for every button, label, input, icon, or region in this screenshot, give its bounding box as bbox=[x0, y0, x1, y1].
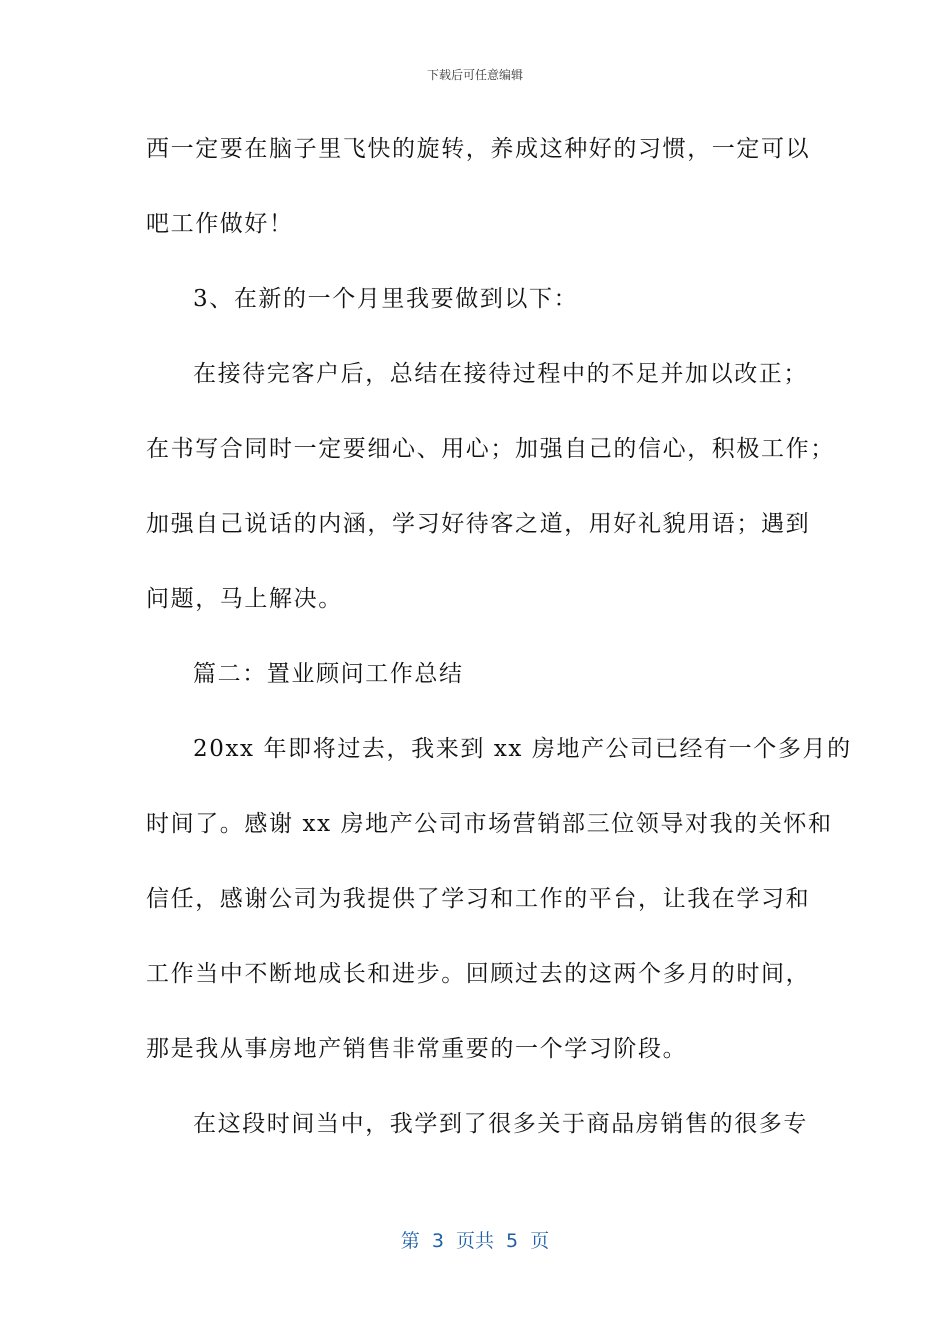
body-line: 在接待完客户后，总结在接待过程中的不足并加以改正； bbox=[193, 361, 808, 387]
body-line: 时间了。感谢 xx 房地产公司市场营销部三位领导对我的关怀和 bbox=[146, 811, 833, 837]
footer-total-pages: 5 bbox=[506, 1230, 519, 1252]
body-line: 信任，感谢公司为我提供了学习和工作的平台，让我在学习和 bbox=[146, 886, 811, 912]
body-line: 在这段时间当中，我学到了很多关于商品房销售的很多专 bbox=[193, 1111, 808, 1137]
footer-current-page: 3 bbox=[431, 1230, 444, 1252]
footer-label-page: 第 bbox=[400, 1230, 420, 1252]
body-line: 吧工作做好！ bbox=[146, 211, 294, 237]
body-line: 那是我从事房地产销售非常重要的一个学习阶段。 bbox=[146, 1036, 688, 1062]
body-line: 西一定要在脑子里飞快的旋转，养成这种好的习惯，一定可以 bbox=[146, 136, 811, 162]
body-line: 在书写合同时一定要细心、用心；加强自己的信心，积极工作； bbox=[146, 436, 835, 462]
footer-label-page-end: 页 bbox=[530, 1230, 550, 1252]
footer-label-of: 页共 bbox=[455, 1230, 494, 1252]
body-line: 3、在新的一个月里我要做到以下： bbox=[193, 286, 579, 312]
body-line: 问题，马上解决。 bbox=[146, 586, 343, 612]
section-heading: 篇二：置业顾问工作总结 bbox=[193, 661, 464, 687]
body-line: 20xx 年即将过去，我来到 xx 房地产公司已经有一个多月的 bbox=[193, 736, 852, 762]
page-footer bbox=[0, 1226, 950, 1253]
body-line: 工作当中不断地成长和进步。回顾过去的这两个多月的时间， bbox=[146, 961, 811, 987]
body-line: 加强自己说话的内涵，学习好待客之道，用好礼貌用语；遇到 bbox=[146, 511, 811, 537]
download-note: 下载后可任意编辑 bbox=[426, 68, 523, 82]
